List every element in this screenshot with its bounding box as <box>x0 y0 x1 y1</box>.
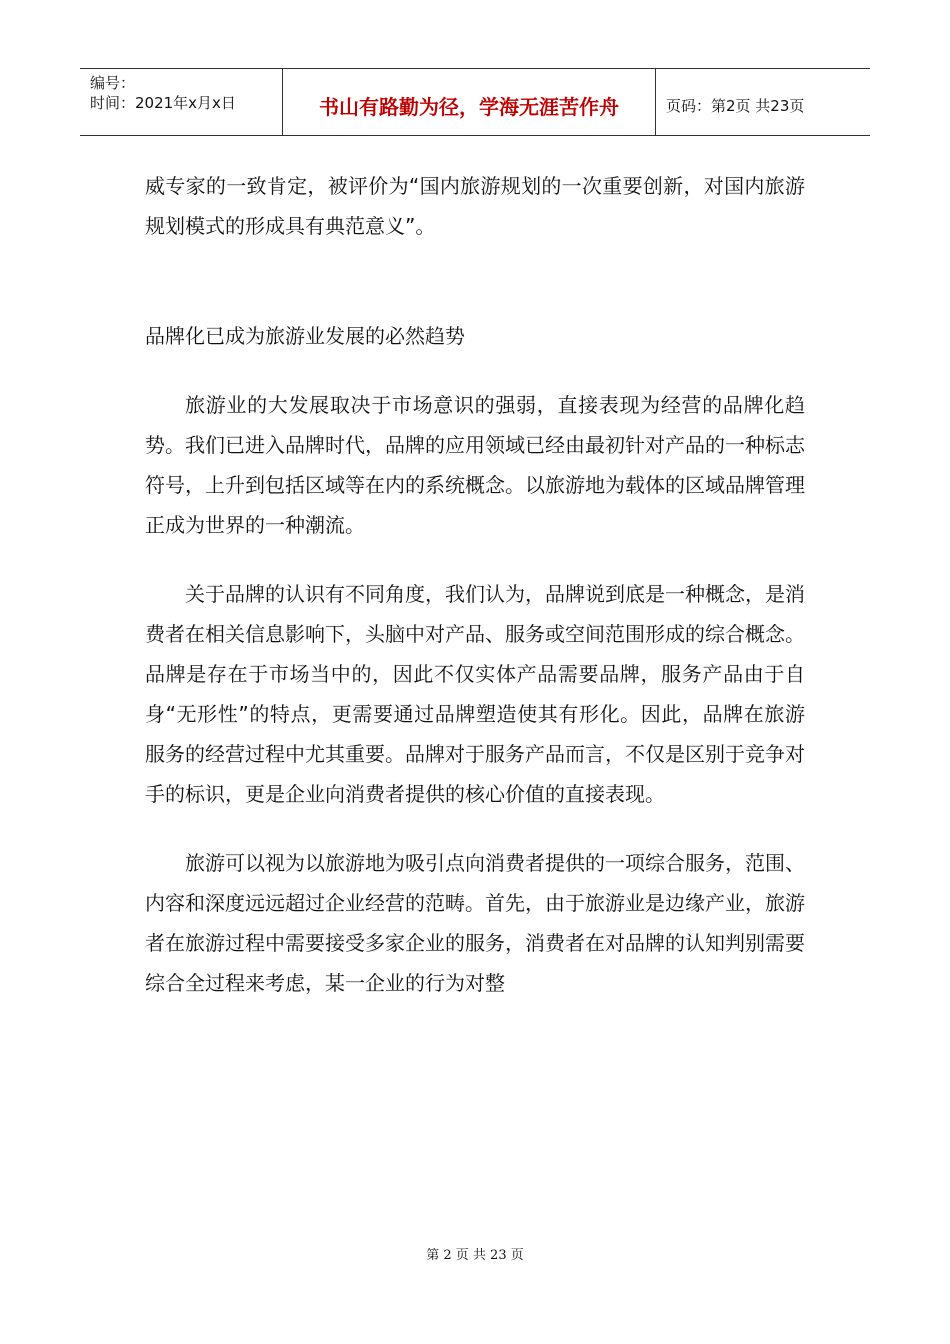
header-motto: 书山有路勤为径，学海无涯苦作舟 <box>282 69 656 135</box>
page-footer: 第 2 页 共 23 页 <box>426 1248 524 1263</box>
body-paragraph: 关于品牌的认识有不同角度，我们认为，品牌说到底是一种概念，是消费者在相关信息影响下，头脑中对产品、服务或空间范围形成的综合概念。品牌是存在于市场当中的，因此不仅实体产品需要品牌，服务产品由于自身“无形性”的特点，更需要通过品牌塑造使其有形化。因此，品牌在旅游服务的经营过程中尤其重要。品牌对于服务产品而言，不仅是区别于竞争对手的标识，更是企业向消费者提供的核心价值的直接表现。 <box>145 582 805 806</box>
header-meta <box>80 69 282 135</box>
section-heading: 品牌化已成为旅游业发展的必然趋势 <box>145 324 465 348</box>
body-paragraph: 旅游业的大发展取决于市场意识的强弱，直接表现为经营的品牌化趋势。我们已进入品牌时代，品牌的应用领域已经由最初针对产品的一种标志符号，上升到包括区域等在内的系统概念。以旅游地为载体的区域品牌管理正成为世界的一种潮流。 <box>145 393 805 537</box>
spacer <box>145 814 805 843</box>
continuation-paragraph: 威专家的一致肯定，被评价为“国内旅游规划的一次重要创新，对国内旅游规划模式的形成具有典范意义”。 <box>145 174 805 238</box>
spacer <box>145 246 805 316</box>
document-time-label: 时间：2021年x月x日 <box>90 94 236 112</box>
page-header <box>80 68 870 136</box>
body-paragraph: 旅游可以视为以旅游地为吸引点向消费者提供的一项综合服务，范围、内容和深度远远超过企业经营的范畴。首先，由于旅游业是边缘产业，旅游者在旅游过程中需要接受多家企业的服务，消费者在对品牌的认知判别需要综合全过程来考虑，某一企业的行为对整 <box>145 851 805 995</box>
document-number-label: 编号： <box>90 74 136 92</box>
spacer <box>145 545 805 574</box>
document-body <box>145 166 805 1003</box>
spacer <box>145 356 805 385</box>
header-page-code: 页码：第2页 共23页 <box>666 96 805 115</box>
